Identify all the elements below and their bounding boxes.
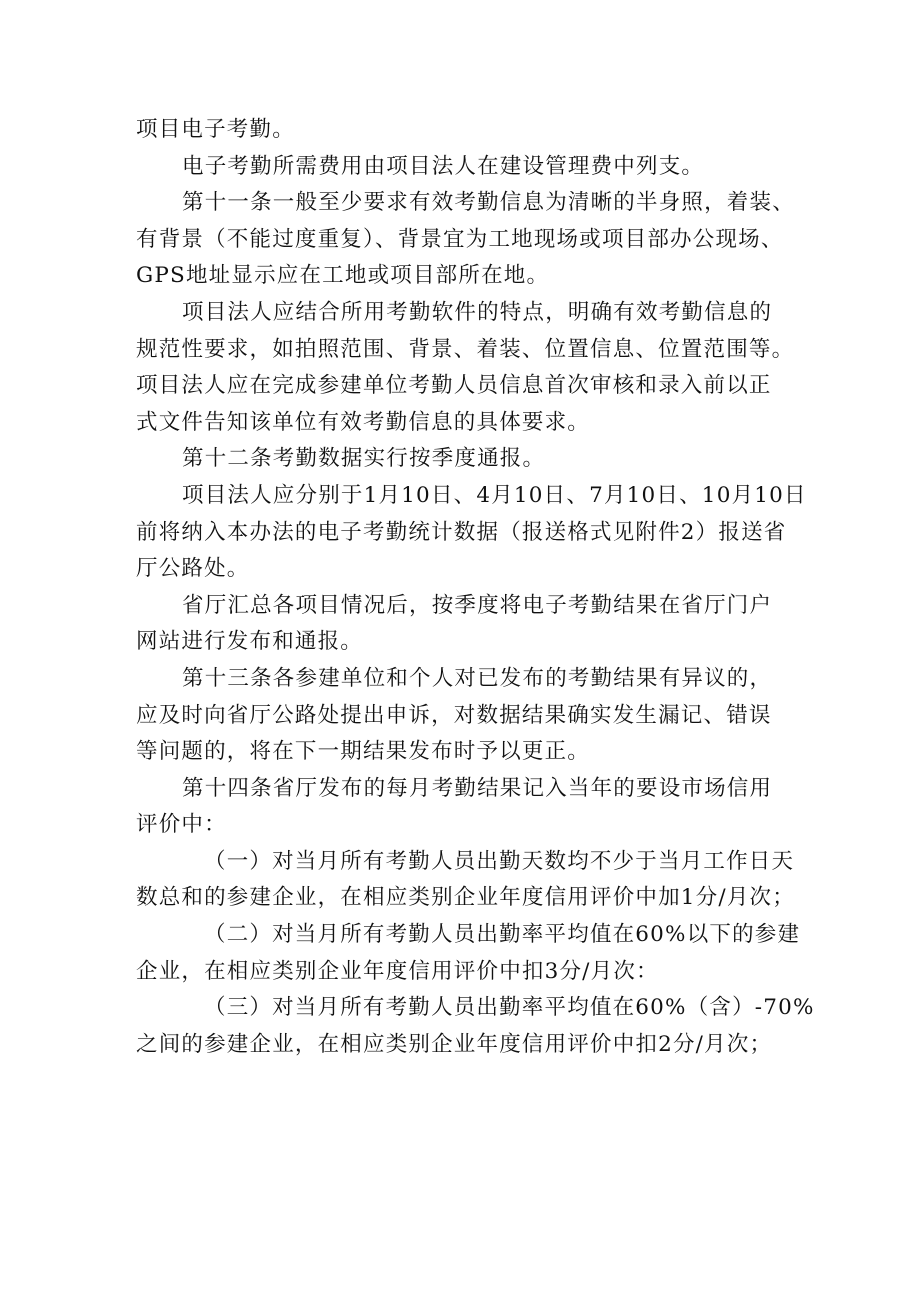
text-line: 应及时向省厅公路处提出申诉，对数据结果确实发生漏记、错误 xyxy=(136,702,772,728)
text-line: 网站进行发布和通报。 xyxy=(136,629,364,655)
text-line: 等问题的，将在下一期结果发布时予以更正。 xyxy=(136,739,591,765)
list-item-1: （一）对当月所有考勤人员出勤天数均不少于当月工作日天 xyxy=(204,848,795,874)
text-line: 厅公路处。 xyxy=(136,556,250,582)
list-item-2: （二）对当月所有考勤人员出勤率平均值在60%以下的参建 xyxy=(204,922,801,948)
text-line: 项目法人应在完成参建单位考勤人员信息首次审核和录入前以正 xyxy=(136,373,772,399)
text-line: 项目法人应分别于1月10日、4月10日、7月10日、10月10日 xyxy=(182,482,807,508)
article-14-heading: 第十四条省厅发布的每月考勤结果记入当年的要设市场信用 xyxy=(182,775,773,801)
text-line: 电子考勤所需费用由项目法人在建设管理费中列支。 xyxy=(182,153,705,179)
article-13-heading: 第十三条各参建单位和个人对已发布的考勤结果有异议的， xyxy=(182,665,773,691)
text-line: 有背景（不能过度重复）、背景宜为工地现场或项目部办公现场、 xyxy=(136,226,784,252)
text-line: GPS地址显示应在工地或项目部所在地。 xyxy=(136,263,550,289)
text-line: 省厅汇总各项目情况后，按季度将电子考勤结果在省厅门户 xyxy=(182,592,773,618)
text-line: 前将纳入本办法的电子考勤统计数据（报送格式见附件2）报送省 xyxy=(136,519,787,545)
text-line: 数总和的参建企业，在相应类别企业年度信用评价中加1分/月次； xyxy=(136,885,795,911)
document-body xyxy=(136,112,815,1063)
text-line: 项目法人应结合所用考勤软件的特点，明确有效考勤信息的 xyxy=(182,299,773,325)
text-line: 之间的参建企业，在相应类别企业年度信用评价中扣2分/月次； xyxy=(136,1031,773,1057)
text-line: 规范性要求，如拍照范围、背景、着装、位置信息、位置范围等。 xyxy=(136,336,795,362)
list-item-3: （三）对当月所有考勤人员出勤率平均值在60%（含）-70% xyxy=(204,995,815,1021)
article-11-heading: 第十一条一般至少要求有效考勤信息为清晰的半身照，着装、 xyxy=(182,190,795,216)
text-line: 评价中： xyxy=(136,812,227,838)
text-line: 式文件告知该单位有效考勤信息的具体要求。 xyxy=(136,409,591,435)
text-line: 项目电子考勤。 xyxy=(136,117,295,142)
article-12-heading: 第十二条考勤数据实行按季度通报。 xyxy=(182,446,546,472)
text-line: 企业，在相应类别企业年度信用评价中扣3分/月次： xyxy=(136,958,659,984)
